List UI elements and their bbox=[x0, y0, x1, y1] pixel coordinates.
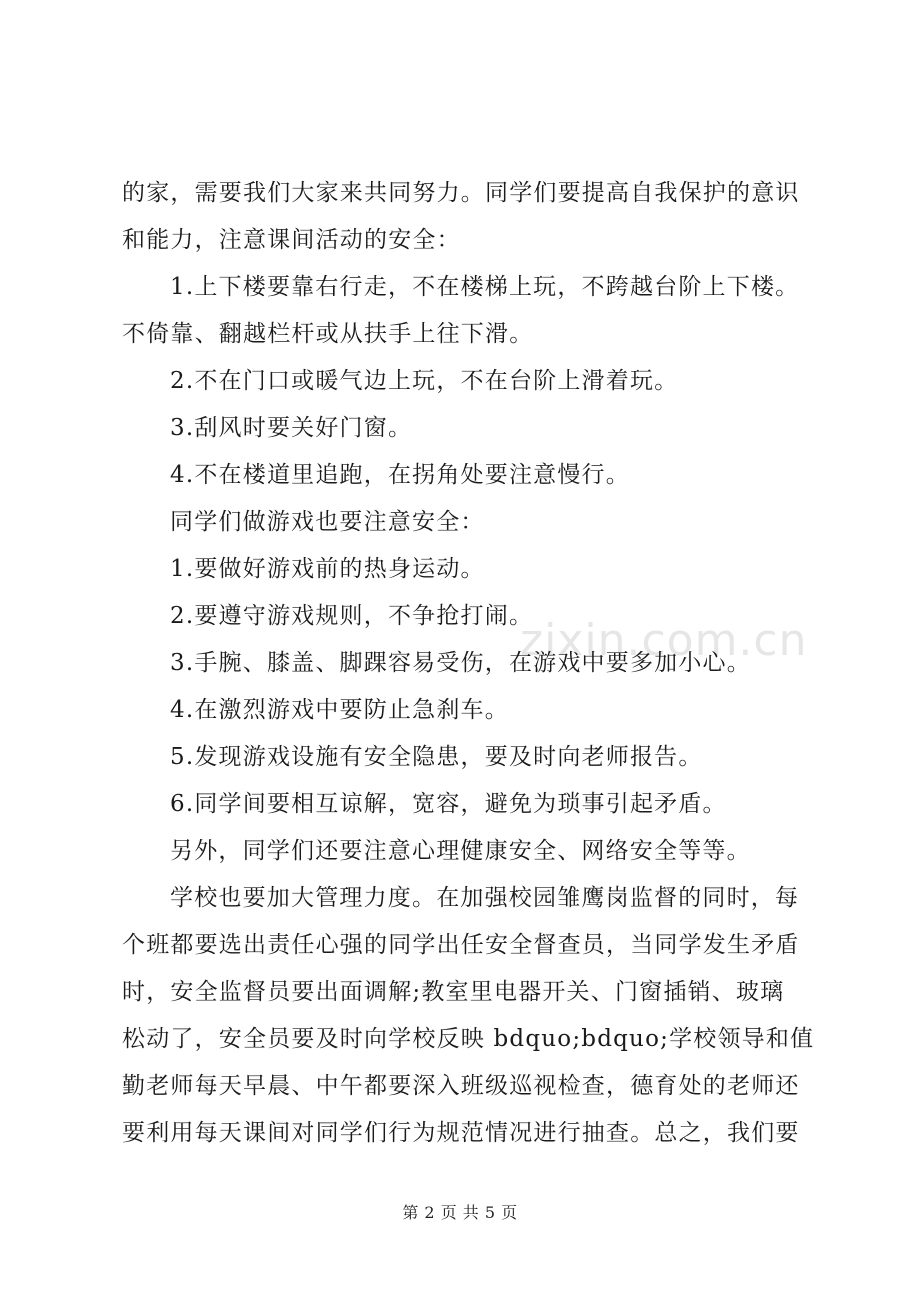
page-number: 第 2 页 共 5 页 bbox=[402, 1203, 518, 1222]
text-line: 时，安全监督员要出面调解;教室里电器开关、门窗插销、玻璃 bbox=[122, 979, 785, 1005]
list-item: 2.要遵守游戏规则，不争抢打闹。 bbox=[170, 603, 534, 629]
list-item: 3.刮风时要关好门窗。 bbox=[170, 415, 413, 441]
list-item: 6.同学间要相互谅解，宽容，避免为琐事引起矛盾。 bbox=[170, 791, 727, 817]
list-item: 5.发现游戏设施有安全隐患，要及时向老师报告。 bbox=[170, 744, 703, 770]
list-item: 3.手腕、膝盖、脚踝容易受伤，在游戏中要多加小心。 bbox=[170, 650, 751, 676]
list-item: 1.上下楼要靠右行走，不在楼梯上玩，不跨越台阶上下楼。 bbox=[170, 274, 800, 300]
list-item: 2.不在门口或暖气边上玩，不在台阶上滑着玩。 bbox=[170, 368, 679, 394]
text-line: 松动了，安全员要及时向学校反映 bdquo;bdquo;学校领导和值 bbox=[122, 1026, 815, 1052]
text-line: 和能力，注意课间活动的安全： bbox=[122, 227, 461, 253]
list-item: 1.要做好游戏前的热身运动。 bbox=[170, 556, 485, 582]
watermark: zixin.com.cn bbox=[520, 615, 808, 666]
text-line: 不倚靠、翻越栏杆或从扶手上往下滑。 bbox=[122, 321, 534, 347]
section-heading: 同学们做游戏也要注意安全： bbox=[170, 509, 485, 535]
document-body bbox=[122, 170, 815, 1157]
text-line: 勤老师每天早晨、中午都要深入班级巡视检查，德育处的老师还 bbox=[122, 1073, 800, 1099]
text-line: 个班都要选出责任心强的同学出任安全督查员，当同学发生矛盾 bbox=[122, 932, 800, 958]
paragraph: 另外，同学们还要注意心理健康安全、网络安全等等。 bbox=[170, 838, 751, 864]
text-line: 要利用每天课间对同学们行为规范情况进行抽查。总之，我们要 bbox=[122, 1120, 800, 1146]
list-item: 4.不在楼道里追跑，在拐角处要注意慢行。 bbox=[170, 462, 630, 488]
text-line: 的家，需要我们大家来共同努力。同学们要提高自我保护的意识 bbox=[122, 180, 800, 206]
paragraph: 学校也要加大管理力度。在加强校园雏鹰岗监督的同时，每 bbox=[170, 885, 800, 911]
list-item: 4.在激烈游戏中要防止急刹车。 bbox=[170, 697, 509, 723]
